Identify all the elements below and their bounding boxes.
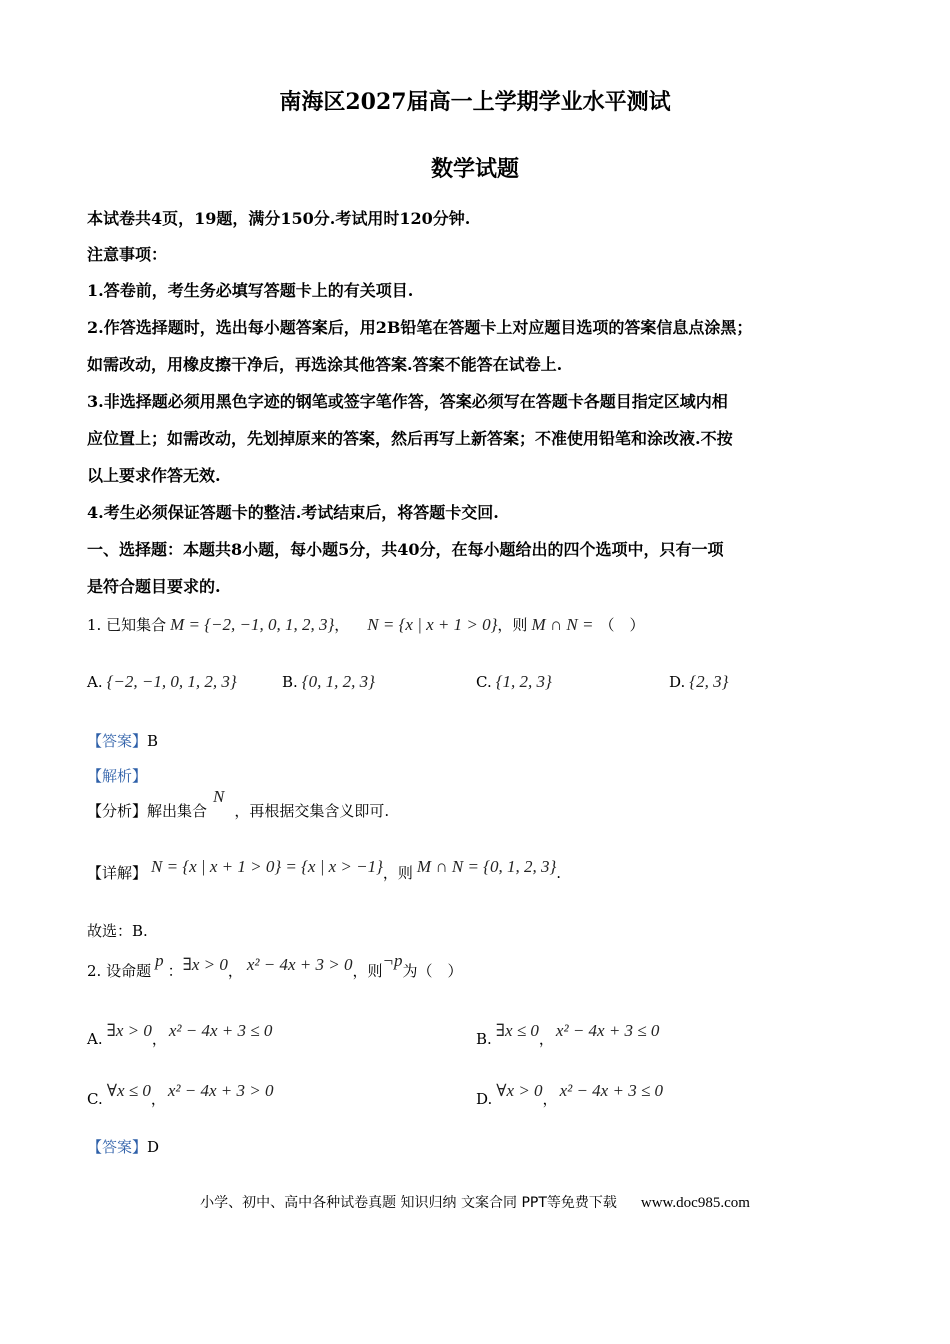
option-a-part: ∀x > 0 xyxy=(496,1081,543,1100)
detail-result: M ∩ N = {0, 1, 2, 3} xyxy=(416,857,557,876)
question-2 xyxy=(87,951,463,981)
notice-heading: 注意事项： xyxy=(87,245,168,264)
option-value: {2, 3} xyxy=(689,672,729,691)
rule-line: 3.非选择题必须用黑色字迹的钢笔或签字笔作答，答案必须写在答题卡各题目指定区域内相 xyxy=(87,392,728,411)
option-label: D. xyxy=(476,1090,493,1108)
q2-prefix: 2. 设命题 xyxy=(87,962,152,980)
option-label: C. xyxy=(476,673,492,691)
q2-option-b: B. ∃x ≤ 0， x² − 4x + 3 ≤ 0 xyxy=(476,1021,660,1048)
page-title: 南海区2027届高一上学期学业水平测试 xyxy=(279,89,671,115)
question-1 xyxy=(87,614,644,635)
rule-line: 2.作答选择题时，选出每小题答案后，用2B铅笔在答题卡上对应题目选项的答案信息点涂黑； xyxy=(87,318,753,337)
q1-conclusion: 故选：B. xyxy=(87,922,148,940)
rule-line: 1.答卷前，考生务必填写答题卡上的有关项目. xyxy=(87,281,414,300)
q2-option-c: C. ∀x ≤ 0， x² − 4x + 3 > 0 xyxy=(87,1081,274,1108)
q2-sep: ， xyxy=(227,962,243,980)
fenxi-tag: 【分析】 xyxy=(87,802,148,820)
q1-fenxi xyxy=(87,787,390,821)
option-label: A. xyxy=(87,1030,103,1048)
option-a-part: ∃x > 0 xyxy=(106,1021,152,1040)
option-value: {−2, −1, 0, 1, 2, 3} xyxy=(106,672,237,691)
option-b-part: x² − 4x + 3 > 0 xyxy=(167,1081,274,1100)
q2-then: ，则 xyxy=(352,962,383,980)
section-heading-cont: 是符合题目要求的. xyxy=(87,577,221,596)
q2-neg: ¬p xyxy=(382,951,403,970)
q2-option-d: D. ∀x > 0， x² − 4x + 3 ≤ 0 xyxy=(476,1081,664,1108)
page-subtitle: 数学试题 xyxy=(430,156,519,182)
rule-line: 如需改动，用橡皮擦干净后，再选涂其他答案.答案不能答在试卷上. xyxy=(87,355,563,374)
q1-option-b xyxy=(282,672,375,692)
footer-text: 小学、初中、高中各种试卷真题 知识归纳 文案合同 PPT等免费下载 xyxy=(200,1195,617,1211)
q1-expr: M ∩ N = xyxy=(531,615,594,634)
q1-set-n: N = {x | x + 1 > 0} xyxy=(367,615,498,634)
detail-then: ，则 xyxy=(382,864,413,882)
exam-summary: 本试卷共4页，19题，满分150分.考试用时120分钟. xyxy=(87,209,471,228)
fenxi-text-a: 解出集合 xyxy=(147,802,208,820)
option-b-part: x² − 4x + 3 ≤ 0 xyxy=(168,1021,273,1040)
option-a-part: ∃x ≤ 0 xyxy=(495,1021,539,1040)
detail-end: . xyxy=(556,864,562,882)
q1-option-a xyxy=(87,672,237,692)
q1-option-d xyxy=(669,672,728,692)
option-label: B. xyxy=(476,1030,492,1048)
section-heading: 一、选择题：本题共8小题，每小题5分，共40分，在每小题给出的四个选项中，只有一项 xyxy=(87,540,724,559)
q2-p: p xyxy=(155,951,164,970)
option-label: A. xyxy=(87,673,103,691)
q1-detail xyxy=(87,857,562,883)
option-label: C. xyxy=(87,1090,103,1108)
q1-answer xyxy=(87,730,158,751)
q1-prefix: 1. 已知集合 xyxy=(87,616,167,634)
fenxi-var: N xyxy=(213,787,225,806)
q1-option-c xyxy=(476,672,552,692)
q1-analysis-tag: 【解析】 xyxy=(87,767,148,785)
q2-option-a: A. ∃x > 0， x² − 4x + 3 ≤ 0 xyxy=(87,1021,273,1048)
q2-cond2: x² − 4x + 3 > 0 xyxy=(246,955,353,974)
rule-line: 应位置上；如需改动，先划掉原来的答案，然后再写上新答案；不准使用铅笔和涂改液.不按 xyxy=(87,429,733,448)
option-b-part: x² − 4x + 3 ≤ 0 xyxy=(559,1081,664,1100)
page-footer xyxy=(0,1192,950,1212)
option-value: {0, 1, 2, 3} xyxy=(301,672,375,691)
answer-tag: 【答案】 xyxy=(87,1138,148,1156)
q1-paren: （ ） xyxy=(599,616,645,634)
q1-sep: ， xyxy=(334,616,350,634)
answer-value: D xyxy=(147,1138,160,1156)
detail-tag: 【详解】 xyxy=(87,864,148,882)
q2-colon: ： xyxy=(167,962,183,980)
q2-answer xyxy=(87,1136,159,1157)
option-label: D. xyxy=(669,673,686,691)
answer-tag: 【答案】 xyxy=(87,732,148,750)
option-a-part: ∀x ≤ 0 xyxy=(106,1081,151,1100)
q2-cond1: ∃x > 0 xyxy=(182,955,228,974)
q2-tail: 为（ ） xyxy=(402,962,463,980)
answer-value: B xyxy=(147,732,159,750)
fenxi-text-b: ，再根据交集含义即可. xyxy=(234,802,390,820)
q1-then: ，则 xyxy=(497,616,528,634)
option-value: {1, 2, 3} xyxy=(495,672,552,691)
option-b-part: x² − 4x + 3 ≤ 0 xyxy=(555,1021,660,1040)
rule-line: 4.考生必须保证答题卡的整洁.考试结束后，将答题卡交回. xyxy=(87,503,499,522)
rule-line: 以上要求作答无效. xyxy=(87,466,221,485)
detail-expr: N = {x | x + 1 > 0} = {x | x > −1} xyxy=(151,857,383,876)
option-label: B. xyxy=(282,673,298,691)
footer-url[interactable]: www.doc985.com xyxy=(640,1195,750,1211)
q1-set-m: M = {−2, −1, 0, 1, 2, 3} xyxy=(170,615,335,634)
